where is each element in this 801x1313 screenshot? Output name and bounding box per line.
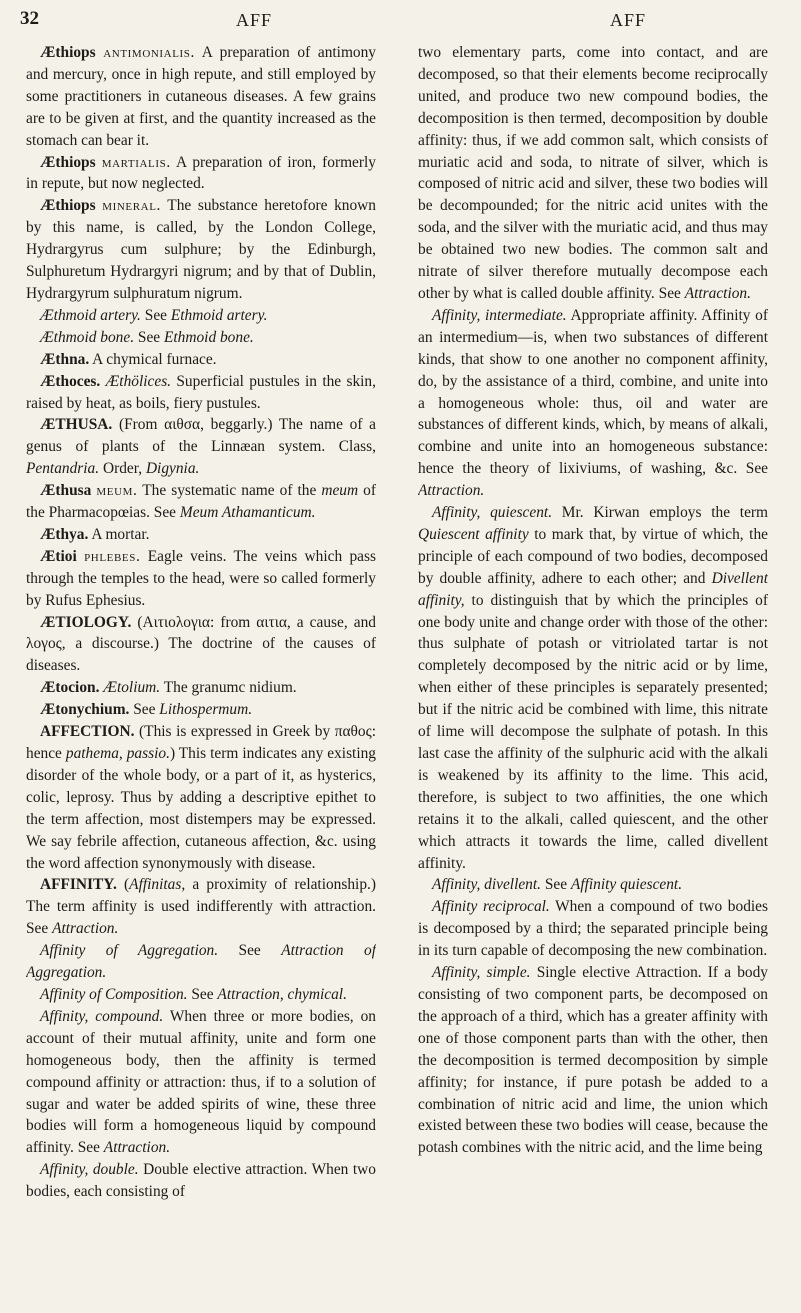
entry-text: See [134, 328, 164, 346]
entry-text: (Αιτιολογια: from αιτια, a cause, and λογος, a discourse.) The doctrine of the causes of diseases. [26, 613, 376, 675]
entry-text: When a compound of two bodies is decomposed by a third; the separated principle being in its turn capable of decomposing the new combination. [418, 898, 768, 960]
entry-headword-qualifier: antimonialis. [103, 44, 195, 61]
entry-text: two elementary parts, come into contact, and are decomposed, so that their elements become reciprocally united, and produce two new compound bodies, the decomposition is then termed, decomposition by double affinity: thus, if we add common salt, which consists of muriatic acid and soda, to nitrate of silver, which is composed of nitric acid and silver, these two bodies will be decompounded; for the nitric acid unites with the soda, and the silver with the muriatic acid, and thus may be obtained two new bodies. The common salt and nitrate of silver therefore mutually decompose each other by what is called double affinity. See [418, 44, 768, 302]
entry-italic-term: Ethmoid artery. [170, 306, 268, 324]
entry-text: The substance heretofore known by this name, is called, by the London College, Hydrargyrus cum sulphure; by the Edinburgh, Sulphuretum Hydrargyri nigrum; and by that of Dublin, Hydrargyrum sulphuratum nigrum. [26, 197, 376, 302]
dictionary-entry [26, 1006, 376, 1159]
dictionary-entry [418, 962, 768, 1159]
entry-text: Order, [99, 460, 146, 478]
entry-headword-qualifier: phlebes. [84, 547, 141, 565]
entry-italic-term: Affinitas, [129, 876, 186, 894]
entry-italic-term: Lithospermum. [159, 701, 253, 719]
dictionary-entry [418, 874, 768, 896]
entry-headword: Æthoces. [40, 372, 101, 390]
entry-text: See [541, 876, 571, 894]
entry-headword-italic: Affinity of Aggregation. [40, 942, 219, 960]
entry-headword: Æthusa [40, 482, 92, 500]
entry-headword: AFFINITY. [40, 876, 117, 894]
entry-headword: Æthya. [40, 525, 89, 543]
entry-headword-italic: Affinity, double. [40, 1161, 139, 1179]
dictionary-entry [26, 305, 376, 327]
entry-headword-italic: Affinity of Composition. [40, 985, 188, 1003]
entry-headword: Æthiops [40, 197, 96, 215]
dictionary-entry [26, 612, 376, 678]
dictionary-entry [26, 42, 376, 152]
entry-headword: Æthiops [40, 153, 96, 171]
dictionary-entry [26, 699, 376, 721]
entry-headword-qualifier: meum. [96, 482, 138, 500]
entry-italic-term: Attraction. [684, 284, 751, 302]
entry-text: ) This term indicates any existing disorder of the whole body, or a part of it, as hysterics, colic, leprosy. Thus by adding a descriptive epithet to the term affection, most distempers may be expressed. We say febrile affection, cutaneous affection, &c. using the word affection synonymously with disease. [26, 745, 376, 872]
entry-italic-term: Attraction, chymical. [217, 985, 347, 1003]
dictionary-entry [26, 195, 376, 305]
dictionary-entry [26, 721, 376, 874]
entry-text: (This is expressed in Greek by παθος: hence [26, 723, 376, 762]
entry-headword-qualifier: martialis. [101, 153, 171, 171]
entry-headword-qualifier: mineral. [102, 197, 161, 215]
entry-headword: Æthiops [40, 44, 96, 61]
entry-italic-term: Attraction of Aggregation. [26, 942, 376, 982]
entry-text: (From αιθσα, beggarly.) The name of a genus of plants of the Linnæan system. Class, [26, 416, 376, 456]
dictionary-entry [26, 984, 376, 1006]
dictionary-entry [26, 677, 376, 699]
entry-text: a proximity of relationship.) The term affinity is used indifferently with attraction. See [26, 876, 376, 938]
running-head-left: AFF [236, 10, 273, 30]
entry-headword: Ætioi [40, 547, 77, 565]
entry-headword-italic: Affinity, quiescent. [432, 504, 553, 522]
entry-italic-term: Quiescent affinity [418, 525, 529, 543]
entry-text: Eagle veins. The veins which pass through the temples to the head, were so called formerly by Rufus Ephesius. [26, 547, 376, 609]
entry-text: When three or more bodies, on account of their mutual affinity, unite and form one homogeneous body, then the affinity is termed compound affinity or attraction: thus, if to a solution of sugar and water be added spirits of wine, these three bodies will form a homogeneous liquid by compound affinity. See [26, 1007, 376, 1157]
page-number: 32 [20, 8, 39, 29]
entry-italic-term: Divellent affinity, [418, 569, 768, 609]
entry-text: Double elective attraction. When two bodies, each consisting of [26, 1161, 376, 1201]
entry-text: to mark that, by virtue of which, the principle of each compound of two bodies, decomposed by double affinity, adhere to each other; and [418, 525, 768, 587]
entry-headword-italic: Affinity, compound. [40, 1007, 164, 1025]
entry-italic-term: Affinity quiescent. [570, 876, 683, 894]
entry-text: of the Pharmacopœias. See [26, 482, 376, 522]
entry-text: The granumc nidium. [160, 679, 297, 697]
dictionary-entry [26, 524, 376, 546]
entry-italic-term: Digynia. [145, 460, 200, 478]
entry-headword: Ætocion. [40, 679, 100, 697]
entry-headword-italic: Affinity, simple. [432, 964, 531, 982]
dictionary-entry [418, 502, 768, 874]
running-head-right: AFF [610, 10, 647, 30]
entry-italic-term: Attraction. [418, 482, 485, 500]
entry-text: The systematic name of the [137, 482, 322, 500]
entry-italic-term: Meum Athamanticum. [179, 504, 316, 522]
entry-headword-italic: Affinity, intermediate. [432, 306, 567, 324]
dictionary-entry [26, 327, 376, 349]
entry-headword: Æthna. [40, 350, 90, 368]
dictionary-entry [26, 371, 376, 415]
entry-headword-italic: Æthmoid bone. [40, 328, 135, 346]
dictionary-entry [418, 896, 768, 962]
entry-italic-term: meum [321, 482, 359, 500]
entry-headword-italic: Affinity reciprocal. [432, 898, 550, 916]
entry-italic-term: pathema, passio. [65, 745, 170, 762]
entry-italic-term: Attraction. [52, 920, 119, 938]
dictionary-entry [418, 42, 768, 305]
entry-italic-term: Ethmoid bone. [163, 328, 254, 346]
entry-italic-term: Æthölices. [105, 372, 172, 390]
entry-text: See [218, 942, 282, 960]
entry-text: Superficial pustules in the skin, raised by heat, as boils, fiery pustules. [26, 372, 376, 412]
entry-text: See [140, 306, 171, 324]
entry-text: See [187, 985, 218, 1003]
entry-text: Appropriate affinity. Affinity of an intermedium—is, when two substances of different kinds, that show to one another no component affinity, do, by the assistance of a third, combine, and unite into a homogeneous whole: thus, oil and water are substances of different kinds, which, by means of alkali, combine and unite into an homogeneous substance: hence the theory of lixiviums, of washing, &c. See [418, 306, 768, 478]
entry-headword-italic: Affinity, divellent. [432, 876, 541, 894]
dictionary-entry [26, 940, 376, 984]
entry-text: A preparation of antimony and mercury, once in high repute, and still employed by some practitioners in cutaneous diseases. A few grains are to be given at first, and the quantity increased as the stomach can bear it. [26, 44, 376, 149]
entry-headword: ÆTIOLOGY. [40, 613, 132, 631]
dictionary-entry [26, 874, 376, 940]
entry-text: Single elective Attraction. If a body consisting of two component parts, be decomposed on the approach of a third, which has a greater affinity with one of those component parts than with the other, then the decomposition is termed decomposition by simple affinity; for instance, if pure potash be added to a combination of nitric acid and lime, the union which existed between these two bodies will cease, because the potash combines with the nitric acid, and the lime being [418, 964, 768, 1157]
entry-headword: Ætonychium. [40, 701, 130, 719]
dictionary-entry [26, 1159, 376, 1203]
entry-text: A mortar. [88, 525, 150, 543]
entry-headword-italic: Æthmoid artery. [40, 306, 141, 324]
dictionary-entry [26, 152, 376, 196]
right-column [418, 42, 768, 1304]
dictionary-entry [26, 480, 376, 524]
entry-headword: AFFECTION. [40, 723, 135, 741]
entry-italic-term: Pentandria. [26, 460, 100, 478]
dictionary-entry [418, 305, 768, 502]
entry-text: A chymical furnace. [89, 350, 217, 368]
entry-text: to distinguish that by which the principles of one body unite and change order with those of the other: thus sulphate of potash or vitriolated tartar is not completely decomposed by the nitric acid or by lime, when either of these principles is separately presented; but if the nitric acid be combined with lime, this nitrate of lime will decompose the sulphate of potash. In this last case the affinity of the sulphuric acid with the alkali is weakened by its affinity to the lime. This acid, therefore, is subject to two affinities, the one which retains it to the alkali, called quiescent, and the other which attracts it towards the lime, called divellent affinity. [418, 591, 768, 872]
dictionary-entry [26, 414, 376, 480]
entry-text: A preparation of iron, formerly in repute, but now neglected. [26, 153, 376, 193]
dictionary-entry [26, 349, 376, 371]
entry-text: ( [116, 876, 130, 894]
dictionary-entry [26, 546, 376, 612]
entry-text: Mr. Kirwan employs the term [552, 504, 768, 522]
page-header [0, 6, 801, 34]
entry-italic-term: Ætolium. [103, 679, 161, 697]
entry-text: See [129, 701, 160, 719]
left-column [26, 42, 376, 1304]
entry-headword: ÆTHUSA. [40, 416, 113, 434]
entry-italic-term: Attraction. [103, 1139, 171, 1157]
